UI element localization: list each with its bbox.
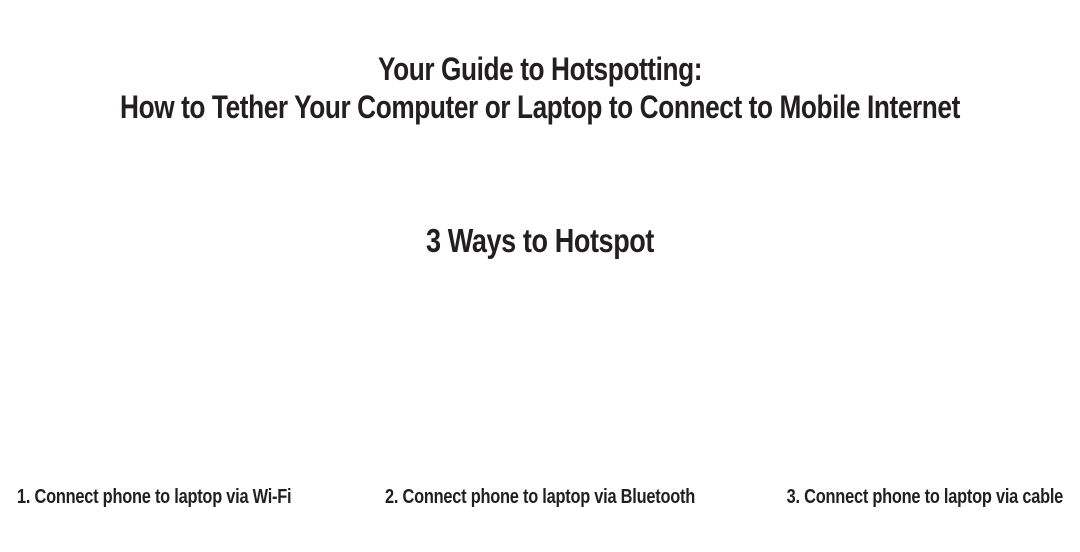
step-caption-cable: 3. Connect phone to laptop via cable [786,486,1063,508]
step-caption-wifi: 1. Connect phone to laptop via Wi-Fi [17,486,292,508]
page-title-line2: How to Tether Your Computer or Laptop to Connect to Mobile Internet [120,89,960,125]
step-caption-bluetooth: 2. Connect phone to laptop via Bluetooth [385,486,695,508]
page-title-line1: Your Guide to Hotspotting: [377,51,703,87]
page-title [97,50,983,126]
section-heading: 3 Ways to Hotspot [425,222,655,259]
